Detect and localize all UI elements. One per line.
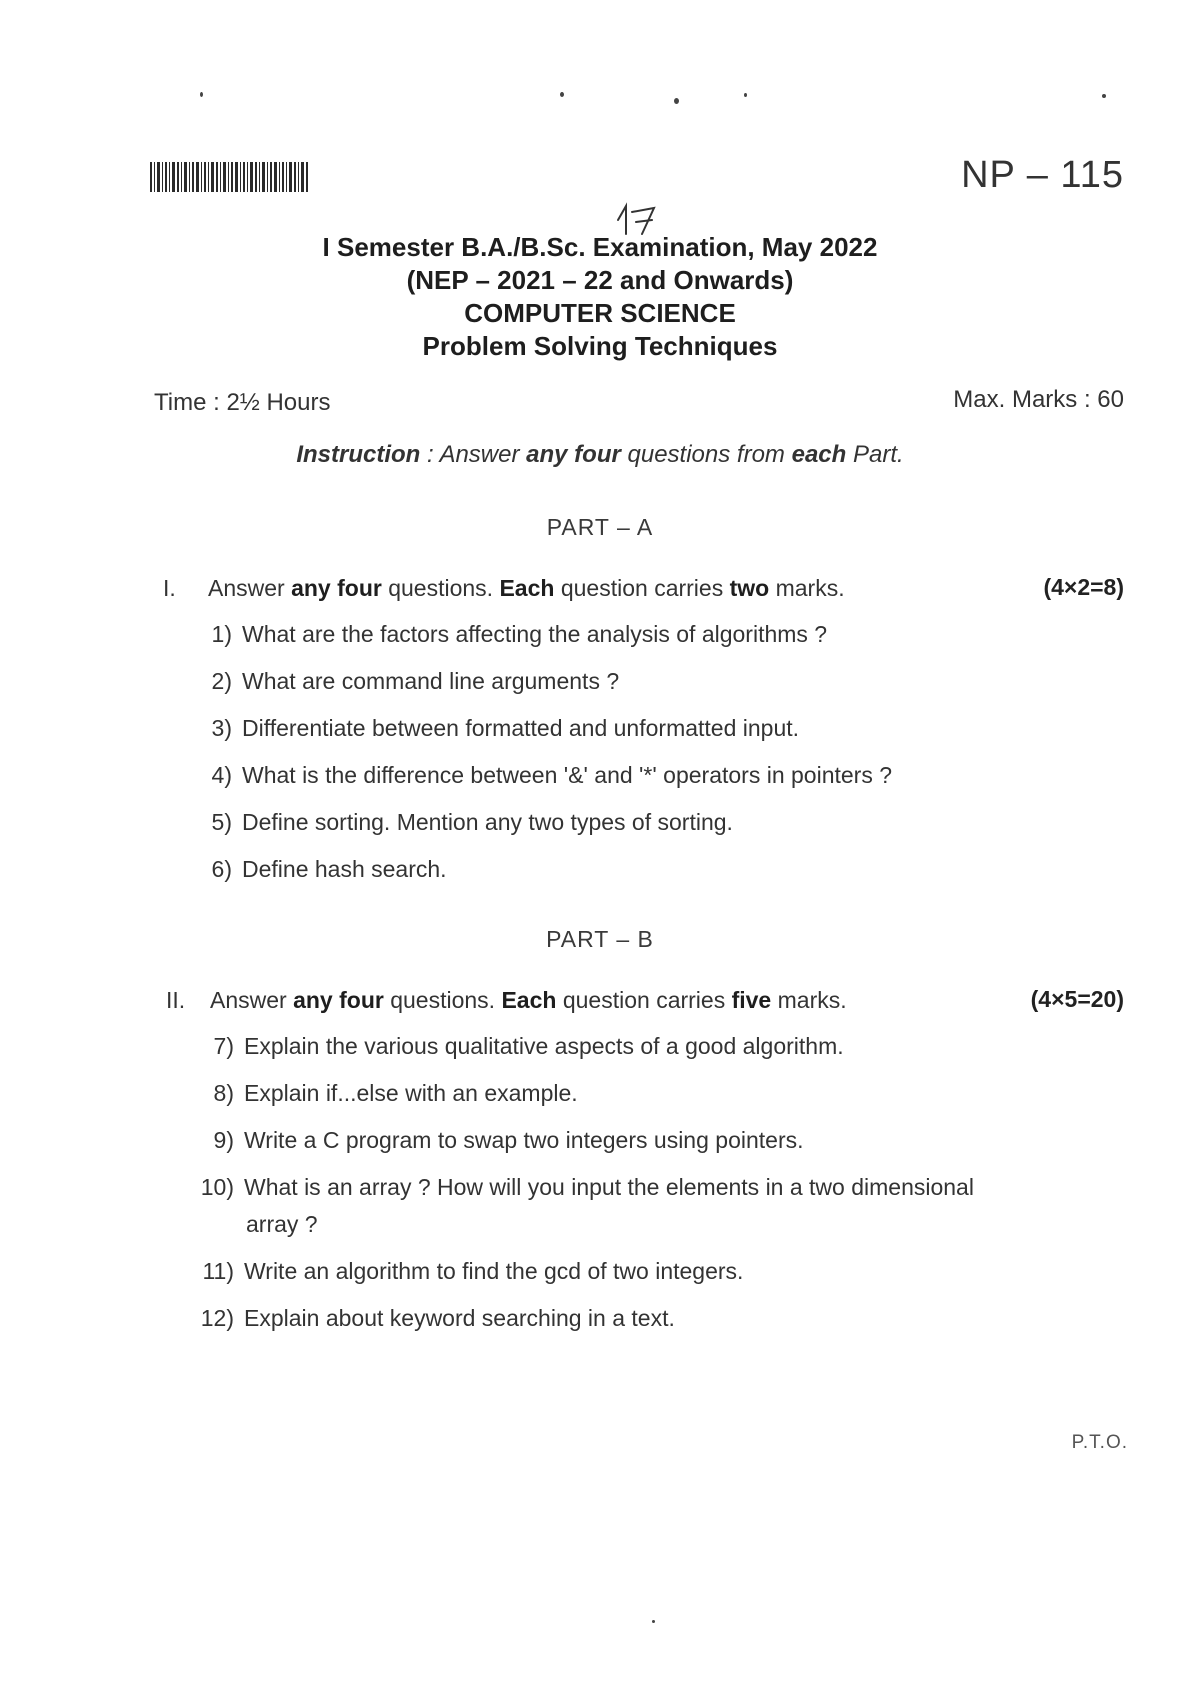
question-text: Write a C program to swap two integers using pointers. bbox=[244, 1127, 804, 1153]
section-text-bold: five bbox=[731, 987, 772, 1013]
part-a-heading: PART – A bbox=[546, 514, 654, 540]
question-number: 9) bbox=[213, 1127, 234, 1153]
section-instruction bbox=[208, 575, 845, 602]
instruction-separator: : bbox=[420, 441, 440, 468]
section-marks: (4×5=20) bbox=[1030, 986, 1124, 1012]
instruction-emphasis: each bbox=[791, 441, 847, 468]
section-text-part: question carries bbox=[554, 575, 730, 601]
section-text-part: Answer bbox=[208, 575, 292, 601]
question-number: 11) bbox=[202, 1258, 234, 1284]
instruction-text: Answer bbox=[439, 441, 527, 468]
exam-subject: COMPUTER SCIENCE bbox=[464, 298, 736, 328]
scan-speck bbox=[674, 98, 679, 104]
section-text-bold: any four bbox=[291, 575, 382, 601]
barcode-image bbox=[150, 162, 308, 192]
instruction-label: Instruction bbox=[296, 441, 421, 468]
question-text: Explain the various qualitative aspects of a good algorithm. bbox=[244, 1033, 844, 1059]
exam-scheme: (NEP – 2021 – 22 and Onwards) bbox=[406, 265, 794, 295]
section-text-part: questions. bbox=[383, 987, 502, 1013]
part-b-heading: PART – B bbox=[546, 926, 654, 952]
question-number: 10) bbox=[200, 1174, 234, 1200]
section-text-part: question carries bbox=[556, 987, 732, 1013]
question-number: 8) bbox=[213, 1080, 234, 1106]
question-text: Differentiate between formatted and unformatted input. bbox=[242, 715, 800, 741]
question-text: Write an algorithm to find the gcd of two integers. bbox=[244, 1258, 744, 1284]
question-number: 1) bbox=[211, 621, 232, 647]
section-text-bold: Each bbox=[499, 575, 555, 601]
max-marks: Max. Marks : 60 bbox=[953, 386, 1124, 413]
question-text: What is an array ? How will you input the elements in a two dimensional bbox=[244, 1174, 974, 1200]
scan-speck bbox=[652, 1620, 655, 1623]
instruction-text: questions from bbox=[620, 441, 792, 468]
exam-title: I Semester B.A./B.Sc. Examination, May 2022 bbox=[322, 232, 878, 262]
please-turn-over: P.T.O. bbox=[1071, 1432, 1128, 1453]
question-number: 12) bbox=[200, 1305, 234, 1331]
section-text-part: marks. bbox=[771, 987, 847, 1013]
question-text: What is the difference between '&' and '*' operators in pointers ? bbox=[242, 762, 893, 788]
question-number: 7) bbox=[213, 1033, 234, 1059]
instruction-text: Part. bbox=[846, 441, 904, 468]
question-text: Define hash search. bbox=[242, 856, 447, 882]
scan-speck bbox=[560, 92, 564, 97]
section-number: I. bbox=[163, 575, 176, 601]
question-number: 5) bbox=[211, 809, 232, 835]
section-text-part: questions. bbox=[381, 575, 500, 601]
instruction-emphasis: any four bbox=[526, 441, 621, 468]
section-number: II. bbox=[166, 987, 186, 1013]
scan-speck bbox=[200, 92, 203, 97]
question-text: Define sorting. Mention any two types of sorting. bbox=[242, 809, 733, 835]
scan-speck bbox=[1102, 94, 1106, 98]
section-text-part: marks. bbox=[769, 575, 845, 601]
exam-duration: Time : 2½ Hours bbox=[154, 389, 331, 416]
section-instruction bbox=[210, 987, 847, 1014]
instruction bbox=[0, 441, 1200, 469]
paper-code: NP – 115 bbox=[961, 154, 1124, 196]
question-text: Explain if...else with an example. bbox=[244, 1080, 578, 1106]
section-marks: (4×2=8) bbox=[1043, 574, 1124, 600]
section-text-bold: Each bbox=[501, 987, 557, 1013]
exam-paper-name: Problem Solving Techniques bbox=[422, 331, 778, 361]
scan-speck bbox=[744, 93, 747, 97]
question-text: What are the factors affecting the analysis of algorithms ? bbox=[242, 621, 828, 647]
section-text-part: Answer bbox=[210, 987, 294, 1013]
section-text-bold: any four bbox=[293, 987, 384, 1013]
question-number: 6) bbox=[211, 856, 232, 882]
question-text-continuation: array ? bbox=[246, 1211, 318, 1237]
question-number: 4) bbox=[211, 762, 232, 788]
section-text-bold: two bbox=[729, 575, 770, 601]
question-text: Explain about keyword searching in a text. bbox=[244, 1305, 675, 1331]
question-text: What are command line arguments ? bbox=[242, 668, 620, 694]
question-number: 3) bbox=[211, 715, 232, 741]
question-number: 2) bbox=[211, 668, 232, 694]
